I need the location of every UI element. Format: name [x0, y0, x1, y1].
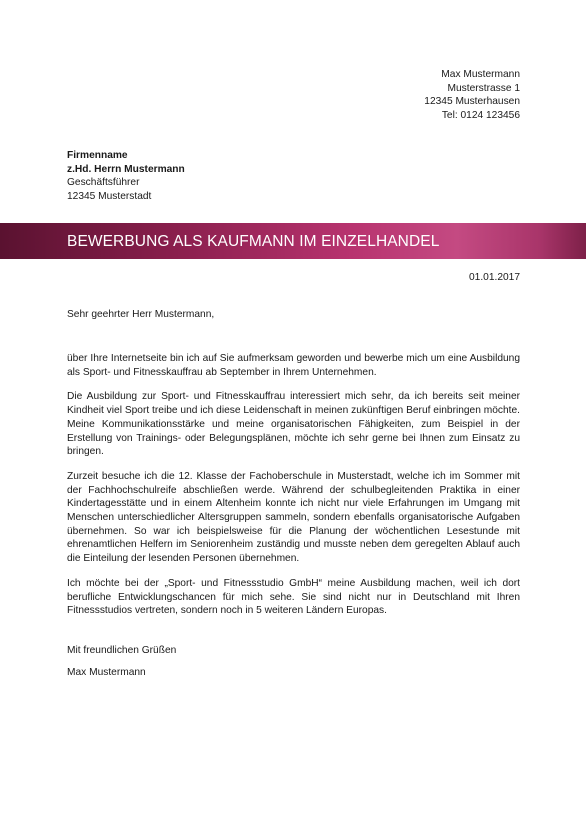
recipient-company: Firmenname [67, 150, 128, 161]
letter-body [67, 352, 520, 629]
recipient-address [67, 149, 185, 203]
sender-phone: Tel: 0124 123456 [441, 109, 520, 121]
recipient-city: 12345 Musterstadt [67, 190, 152, 202]
sender-name: Max Mustermann [441, 69, 520, 80]
body-paragraph-3: Zurzeit besuche ich die 12. Klasse der Fachoberschule in Musterstadt, welche ich im Sommer mit der Fachhochschulreife abschließen werde. Während der schulbegleitenden Praktika in einer Kindertagesstätte und in einem Altenheim konnte ich nicht nur viele Erfahrungen im Umgang mit Menschen unterschiedlicher Altersgruppen sammeln, sondern ebenfalls organisatorische Aufgaben übernehmen. So war ich beispielsweise für die Planung der wöchentlichen Lesestunde mit ehrenamtlichen Helfern im Seniorenheim zuständig und musste neben dem geregelten Ablauf auch die Einteilung der lesenden Personen übernehmen. [67, 470, 520, 565]
salutation: Sehr geehrter Herr Mustermann, [67, 309, 215, 320]
title-banner [0, 223, 586, 259]
body-paragraph-4: Ich möchte bei der „Sport- und Fitnessstudio GmbH“ meine Ausbildung machen, weil ich dort berufliche Entwicklungschancen für mich sehe. Sie sind nicht nur in Deutschland mit Ihren Fitnessstudios vertreten, sondern noch in 5 weiteren Ländern Europas. [67, 577, 520, 617]
closing-signature: Max Mustermann [67, 667, 146, 678]
sender-address [424, 68, 520, 122]
sender-city: 12345 Musterhausen [424, 96, 520, 108]
body-paragraph-2: Die Ausbildung zur Sport- und Fitnesskauffrau interessiert mich sehr, da ich bereits seit meiner Kindheit viel Sport treibe und ich diese Leidenschaft in meinen zukünftigen Beruf einbringen möchte. Meine Kommunikationsstärke und meine organisatorischen Fähigkeiten, zum Beispiel in der Erstellung von Trainings- oder Belegungsplänen, möchte ich sehr gerne bei Ihnen zum Einsatz zu bringen. [67, 391, 520, 458]
letter-date: 01.01.2017 [469, 272, 520, 283]
letter-closing [67, 640, 176, 684]
closing-greeting: Mit freundlichen Grüßen [67, 645, 177, 656]
body-paragraph-1: über Ihre Internetseite bin ich auf Sie aufmerksam geworden und bewerbe mich um eine Ausbildung als Sport- und Fitnesskauffrau ab September in Ihrem Unternehmen. [67, 353, 520, 378]
recipient-attention: z.Hd. Herrn Mustermann [67, 163, 185, 175]
letter-subject-title: BEWERBUNG ALS KAUFMANN IM EINZELHANDEL [67, 233, 440, 250]
recipient-role: Geschäftsführer [67, 177, 140, 189]
sender-street: Musterstrasse 1 [447, 82, 520, 94]
